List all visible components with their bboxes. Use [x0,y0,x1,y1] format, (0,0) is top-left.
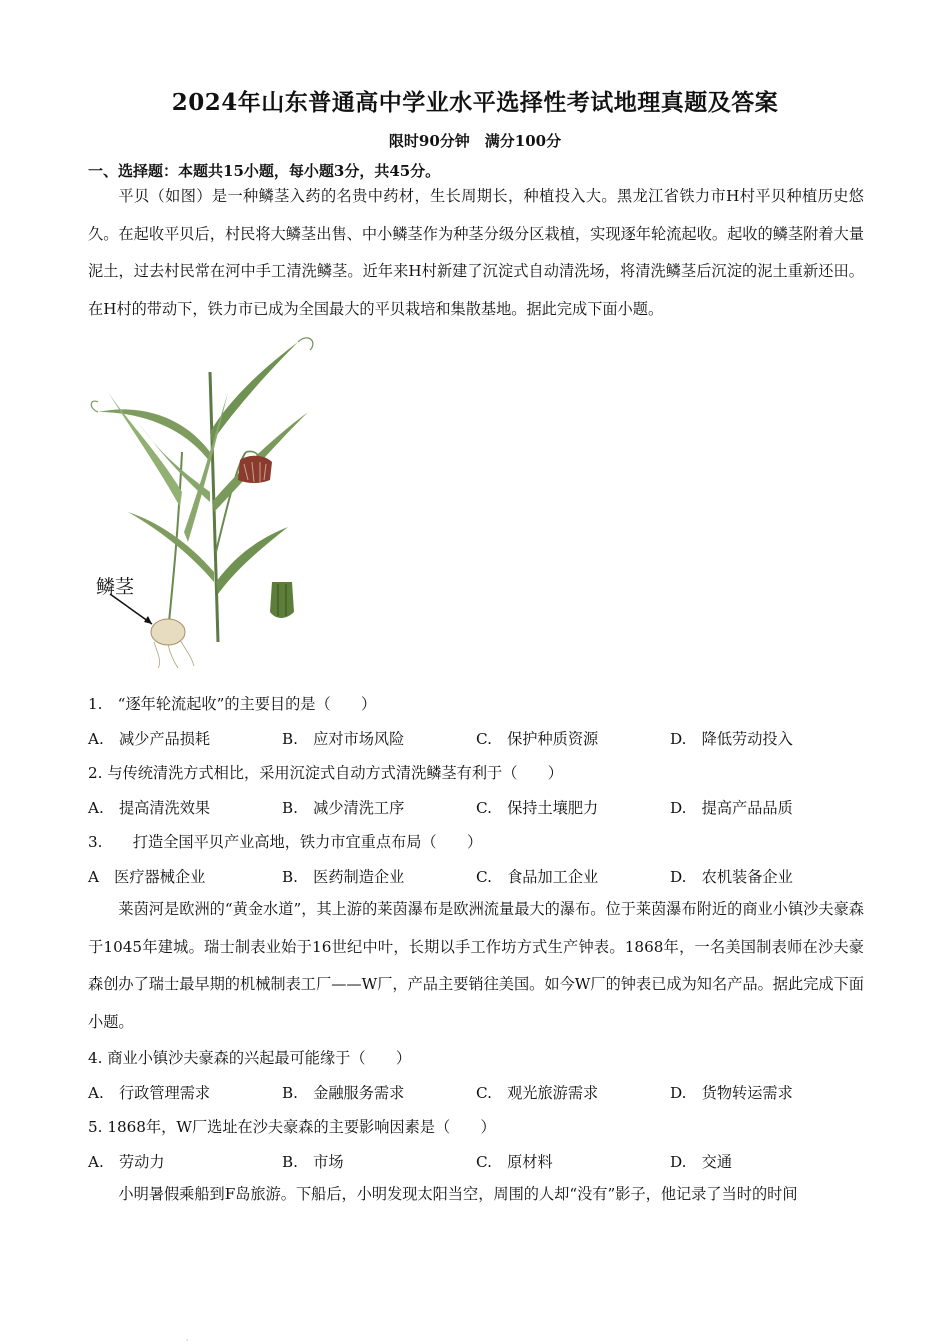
q4-option-c: C. 观光旅游需求 [476,1084,599,1102]
q1-option-b: B. 应对市场风险 [282,730,405,748]
q4-option-a: A. 行政管理需求 [88,1084,211,1102]
section-heading: 一、选择题：本题共15小题，每小题3分，共45分。 [88,162,441,180]
passage-3: 小明暑假乘船到F岛旅游。下船后，小明发现太阳当空，周围的人却“没有”影子，他记录了当时的时间 [118,1185,798,1203]
q3-option-a: A 医疗器械企业 [88,868,206,886]
fritillaria-illustration [88,332,328,672]
q2-option-d: D. 提高产品品质 [670,799,793,817]
q4-option-b: B. 金融服务需求 [282,1084,405,1102]
q2-option-a: A. 提高清洗效果 [88,799,211,817]
bulb-label: 鳞茎 [96,576,135,598]
question-3: 3. 打造全国平贝产业高地，铁力市宜重点布局（ ） [88,833,483,851]
footer-mark: 、 [186,1335,193,1342]
passage-2: 莱茵河是欧洲的“黄金水道”，其上游的莱茵瀑布是欧洲流量最大的瀑布。位于莱茵瀑布附近的商业小镇沙夫豪森于1045年建城。瑞士制表业始于16世纪中叶，长期以手工作坊方式生产钟表。1868年，一名美国制表师在沙夫豪森创办了瑞士最早期的机械制表工厂——W厂，产品主要销往美国。如今W厂的钟表已成为知名产品。据此完成下面小题。 [88,900,864,1031]
q5-option-d: D. 交通 [670,1153,733,1171]
question-4: 4. 商业小镇沙夫豪森的兴起最可能缘于（ ） [88,1049,412,1067]
q5-option-b: B. 市场 [282,1153,344,1171]
passage-1: 平贝（如图）是一种鳞茎入药的名贵中药材，生长周期长，种植投入大。黑龙江省铁力市H村平贝种植历史悠久。在起收平贝后，村民将大鳞茎出售、中小鳞茎作为种茎分级分区栽植，实现逐年轮流起收。起收的鳞茎附着大量泥土，过去村民常在河中手工清洗鳞茎。近年来H村新建了沉淀式自动清洗场，将清洗鳞茎后沉淀的泥土重新还田。在H村的带动下，铁力市已成为全国最大的平贝栽培和集散基地。据此完成下面小题。 [88,187,864,318]
q2-option-c: C. 保持土壤肥力 [476,799,599,817]
q5-option-a: A. 劳动力 [88,1153,165,1171]
q5-option-c: C. 原材料 [476,1153,553,1171]
question-1: 1. “逐年轮流起收”的主要目的是（ ） [88,695,377,713]
question-5: 5. 1868年，W厂选址在沙夫豪森的主要影响因素是（ ） [88,1118,496,1136]
q3-option-d: D. 农机装备企业 [670,868,793,886]
q2-option-b: B. 减少清洗工序 [282,799,405,817]
question-2: 2. 与传统清洗方式相比，采用沉淀式自动方式清洗鳞茎有利于（ ） [88,764,563,782]
q3-option-c: C. 食品加工企业 [476,868,599,886]
q1-option-d: D. 降低劳动投入 [670,730,793,748]
q4-option-d: D. 货物转运需求 [670,1084,793,1102]
page-title: 2024年山东普通高中学业水平选择性考试地理真题及答案 [171,89,779,116]
q1-option-a: A. 减少产品损耗 [88,730,211,748]
q1-option-c: C. 保护种质资源 [476,730,599,748]
q3-option-b: B. 医药制造企业 [282,868,405,886]
exam-time-info: 限时90分钟 满分100分 [388,132,562,150]
plant-figure [88,332,328,676]
